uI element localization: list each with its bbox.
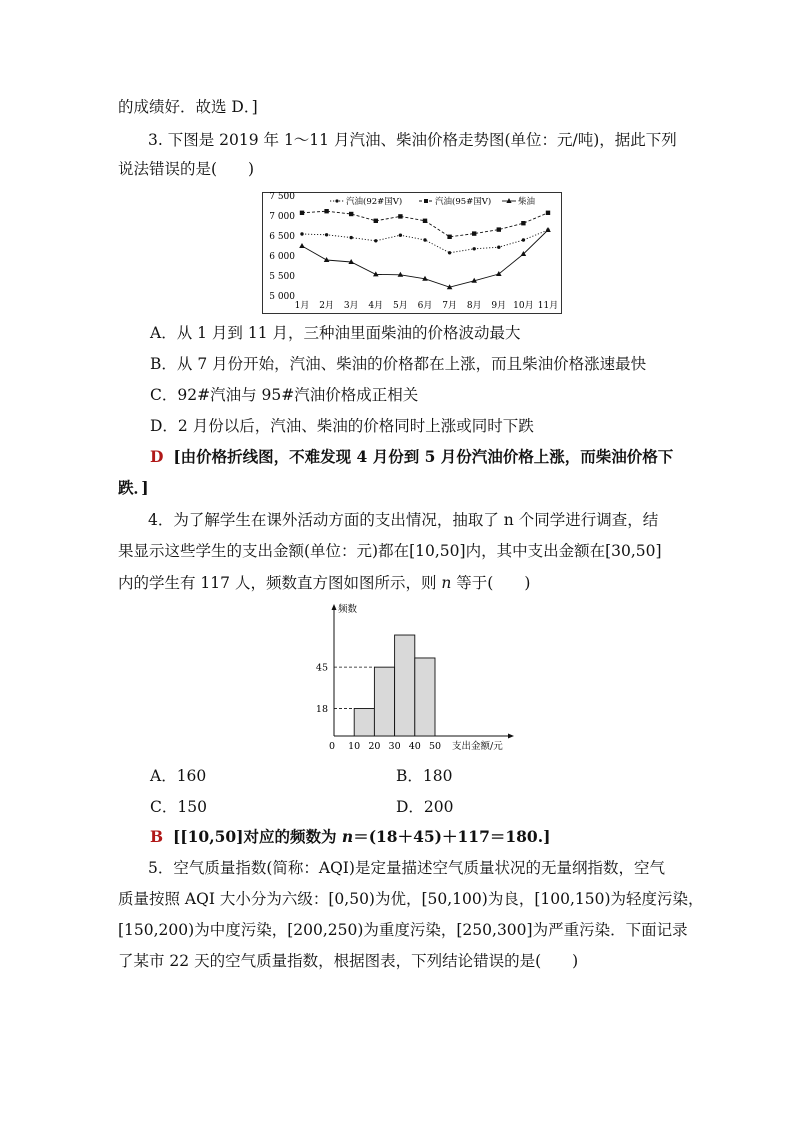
- q3-x-tick-label: 11月: [537, 301, 559, 311]
- q4-option-b[interactable]: B．180: [396, 767, 453, 785]
- q4-histogram-bar: [374, 667, 394, 736]
- q3-y-tick-label: 5 000: [269, 292, 295, 302]
- q3-x-tick-label: 6月: [417, 301, 433, 311]
- q3-x-tick-label: 7月: [442, 301, 457, 311]
- q3-point-92: [399, 234, 402, 237]
- q5-line4: 了某市 22 天的空气质量指数，根据图表，下列结论错误的是( ): [118, 952, 579, 970]
- q3-y-tick-label: 7 000: [269, 212, 295, 222]
- q3-x-tick-label: 3月: [343, 301, 359, 311]
- q3-point-92: [374, 239, 377, 242]
- q4-histogram-bar: [415, 658, 435, 736]
- q3-point-95: [398, 214, 402, 218]
- q3-point-92: [325, 233, 328, 236]
- q3-y-tick-label: 7 500: [269, 192, 295, 202]
- q3-point-95: [472, 231, 476, 235]
- q4-x-axis-label: 支出金额/元: [452, 741, 503, 752]
- q3-x-tick-label: 4月: [368, 301, 384, 311]
- q4-stem-line2: 果显示这些学生的支出金额(单位：元)都在[10,50]内，其中支出金额在[30,50]: [118, 542, 662, 560]
- q3-explanation-text: [由价格折线图，不难发现 4 月份到 5 月份汽油价格上涨，而柴油价格下: [173, 447, 674, 466]
- q3-x-tick-label: 9月: [491, 301, 507, 311]
- q3-explanation-line1: [150, 446, 710, 468]
- q3-point-92: [423, 238, 426, 241]
- q3-point-95: [546, 211, 550, 215]
- q4-y-tick-label: 45: [315, 662, 328, 674]
- q4-explanation-n: n: [341, 827, 354, 846]
- q4-x-tick-label: 0: [328, 741, 336, 752]
- q3-point-92: [497, 246, 500, 249]
- q3-point-diesel: [398, 272, 404, 277]
- q4-x-tick-label: 20: [368, 741, 381, 752]
- q3-point-92: [448, 251, 451, 254]
- q3-explanation-line2: 跌．]: [118, 478, 149, 497]
- q3-option-c[interactable]: C．92#汽油与 95#汽油价格成正相关: [150, 386, 419, 404]
- q3-point-95: [374, 219, 378, 223]
- q3-point-92: [350, 236, 353, 239]
- q4-answer-key: B: [150, 827, 164, 846]
- q4-x-tick-label: 50: [428, 741, 442, 752]
- q3-legend-label: 汽油(92#国V): [346, 197, 403, 207]
- q4-x-tick-label: 30: [388, 741, 401, 752]
- q3-option-a[interactable]: A．从 1 月到 11 月，三种油里面柴油的价格波动最大: [150, 324, 521, 342]
- q5-line2: 质量按照 AQI 大小分为六级：[0,50)为优，[50,100)为良，[100,150)为轻度污染，: [118, 890, 704, 908]
- q3-answer-key: D: [150, 447, 164, 466]
- q3-line-chart: [262, 188, 562, 314]
- q4-option-d[interactable]: D．200: [396, 798, 454, 816]
- q3-point-92: [473, 247, 476, 250]
- q3-point-92: [522, 238, 525, 241]
- q4-y-axis-label: 频数: [338, 604, 358, 615]
- q3-x-tick-label: 2月: [319, 301, 334, 311]
- q3-stem-line2: 说法错误的是( ): [118, 160, 255, 178]
- q4-option-c[interactable]: C．150: [150, 798, 207, 816]
- q3-point-95: [497, 227, 501, 231]
- q4-stem-line3-b: 等于( ): [451, 574, 531, 592]
- q3-stem-line1: 3. 下图是 2019 年 1～11 月汽油、柴油价格走势图(单位：元/吨)，据此下列: [148, 131, 677, 149]
- q3-y-tick-label: 5 500: [269, 272, 295, 282]
- prev-answer-tail: 的成绩好．故选 D．]: [118, 98, 258, 116]
- q3-point-95: [349, 212, 353, 216]
- q3-point-diesel: [496, 271, 502, 276]
- q3-y-tick-label: 6 500: [269, 232, 295, 242]
- q3-x-tick-label: 10月: [513, 301, 534, 311]
- q4-histogram: [310, 598, 520, 758]
- q3-point-95: [324, 209, 328, 213]
- q3-y-tick-label: 6 000: [269, 252, 295, 262]
- q3-option-b[interactable]: B．从 7 月份开始，汽油、柴油的价格都在上涨，而且柴油价格涨速最快: [150, 355, 647, 373]
- q4-x-tick-label: 10: [348, 741, 361, 752]
- q3-legend-marker: [506, 198, 511, 203]
- q4-explanation-a: [[10,50]对应的频数为: [172, 827, 342, 846]
- q4-explanation-b: ＝(18＋45)＋117＝180.]: [353, 827, 551, 846]
- q3-point-95: [423, 219, 427, 223]
- q3-point-diesel: [299, 243, 305, 248]
- q3-legend-label: 汽油(95#国V): [435, 197, 492, 207]
- q3-legend-label: 柴油: [518, 197, 536, 207]
- q3-legend-marker: [424, 199, 428, 203]
- q3-point-95: [300, 211, 304, 215]
- q3-x-tick-label: 8月: [466, 301, 482, 311]
- q4-stem-line3: [118, 572, 678, 594]
- q5-line3: [150,200)为中度污染，[200,250)为重度污染，[250,300]为严重污染．下面记录: [118, 921, 688, 939]
- q3-legend-marker: [335, 199, 338, 202]
- q4-explanation: [150, 826, 710, 848]
- q3-x-tick-label: 5月: [393, 301, 408, 311]
- q3-point-92: [300, 232, 303, 235]
- q4-x-tick-label: 40: [408, 741, 421, 752]
- q4-option-a[interactable]: A．160: [150, 767, 207, 785]
- q3-point-95: [521, 221, 525, 225]
- chart-frame: [263, 193, 562, 314]
- q4-stem-variable-n: n: [441, 574, 452, 592]
- q4-stem-line1: 4．为了解学生在课外活动方面的支出情况，抽取了 n 个同学进行调查，结: [148, 511, 659, 529]
- q4-stem-line3-a: 内的学生有 117 人，频数直方图如图所示，则: [118, 574, 442, 592]
- q5-line1: 5．空气质量指数(简称：AQI)是定量描述空气质量状况的无量纲指数，空气: [148, 859, 665, 877]
- q3-option-d[interactable]: D．2 月份以后，汽油、柴油的价格同时上涨或同时下跌: [150, 417, 534, 435]
- q4-x-axis-arrow: [508, 734, 514, 739]
- q4-y-tick-label: 18: [315, 703, 328, 715]
- q3-x-tick-label: 1月: [294, 301, 310, 311]
- q4-histogram-bar: [354, 708, 374, 736]
- q4-histogram-bar: [395, 635, 415, 736]
- q3-point-95: [447, 235, 451, 239]
- q3-series-line: [302, 211, 548, 237]
- q3-point-diesel: [324, 257, 330, 262]
- q3-point-diesel: [545, 227, 551, 232]
- q4-y-axis-arrow: [332, 604, 337, 610]
